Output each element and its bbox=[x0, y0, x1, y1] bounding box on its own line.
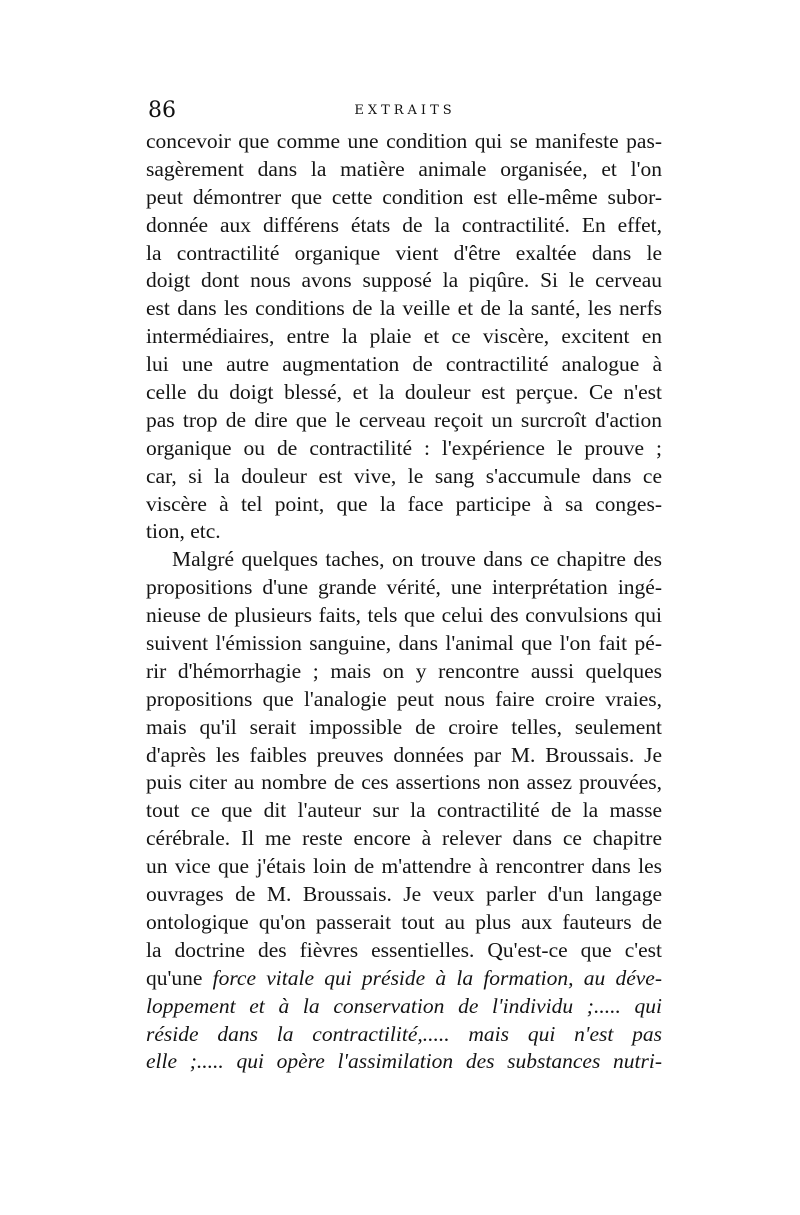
italic-line: elle ;..... qui opère l'assimilation des substances nutri- bbox=[146, 1049, 662, 1074]
text-line: car, si la douleur est vive, le sang s'accumule dans ce bbox=[146, 463, 662, 488]
text-line: celle du doigt blessé, et la douleur est perçue. Ce n'est bbox=[146, 380, 662, 405]
text-line: propositions que l'analogie peut nous faire croire vraies, bbox=[146, 686, 662, 711]
text-line: donnée aux différens états de la contractilité. En effet, bbox=[146, 212, 662, 237]
text-line: cérébrale. Il me reste encore à relever dans ce chapitre bbox=[146, 826, 662, 851]
text-line: est dans les conditions de la veille et de la santé, les nerfs bbox=[146, 296, 662, 321]
text-line: pas trop de dire que le cerveau reçoit un surcroît d'action bbox=[146, 407, 662, 432]
text-line: propositions d'une grande vérité, une interprétation ingé- bbox=[146, 575, 662, 600]
text-line: concevoir que comme une condition qui se manifeste pas- bbox=[146, 129, 662, 153]
page-number: 86 bbox=[148, 98, 176, 123]
text-line: viscère à tel point, que la face participe à sa conges- bbox=[146, 491, 662, 516]
text-line: sagèrement dans la matière animale organisée, et l'on bbox=[146, 156, 662, 181]
text-line: intermédiaires, entre la plaie et ce viscère, excitent en bbox=[146, 324, 662, 349]
text-line: doigt dont nous avons supposé la piqûre. Si le cerveau bbox=[146, 268, 662, 293]
text-line: la contractilité organique vient d'être exaltée dans le bbox=[146, 240, 662, 265]
italic-line: réside dans la contractilité,..... mais qui n'est pas bbox=[146, 1021, 662, 1046]
text-line: peut démontrer que cette condition est elle-même subor- bbox=[146, 184, 662, 209]
running-head: EXTRAITS bbox=[354, 103, 456, 118]
roman-fragment: qu'une bbox=[146, 965, 213, 990]
italic-line: loppement et à la conservation de l'individu ;..... qui bbox=[146, 993, 662, 1018]
page-header bbox=[148, 96, 662, 126]
italic-fragment: force vitale qui préside à la formation, au déve- bbox=[212, 965, 662, 990]
paragraph-end-line: tion, etc. bbox=[146, 519, 221, 544]
mixed-style-line bbox=[146, 965, 662, 993]
text-line: un vice que j'étais loin de m'attendre à rencontrer dans les bbox=[146, 854, 662, 879]
text-line: organique ou de contractilité : l'expérience le prouve ; bbox=[146, 435, 662, 460]
text-line: suivent l'émission sanguine, dans l'animal que l'on fait pé- bbox=[146, 631, 662, 656]
text-line: d'après les faibles preuves données par M. Broussais. Je bbox=[146, 742, 662, 767]
text-line: nieuse de plusieurs faits, tels que celui des convulsions qui bbox=[146, 603, 662, 628]
text-line: puis citer au nombre de ces assertions non assez prouvées, bbox=[146, 770, 662, 795]
text-line: mais qu'il serait impossible de croire telles, seulement bbox=[146, 714, 662, 739]
text-line: rir d'hémorrhagie ; mais on y rencontre aussi quelques bbox=[146, 658, 662, 683]
text-line: la doctrine des fièvres essentielles. Qu'est-ce que c'est bbox=[146, 937, 662, 962]
text-line: ouvrages de M. Broussais. Je veux parler d'un langage bbox=[146, 882, 662, 907]
text-line: tout ce que dit l'auteur sur la contractilité de la masse bbox=[146, 798, 662, 823]
text-line: lui une autre augmentation de contractilité analogue à bbox=[146, 352, 662, 377]
body-text bbox=[146, 128, 662, 1076]
paragraph-start-line: Malgré quelques taches, on trouve dans ce chapitre des bbox=[172, 547, 662, 572]
text-line: ontologique qu'on passerait tout au plus aux fauteurs de bbox=[146, 909, 662, 934]
